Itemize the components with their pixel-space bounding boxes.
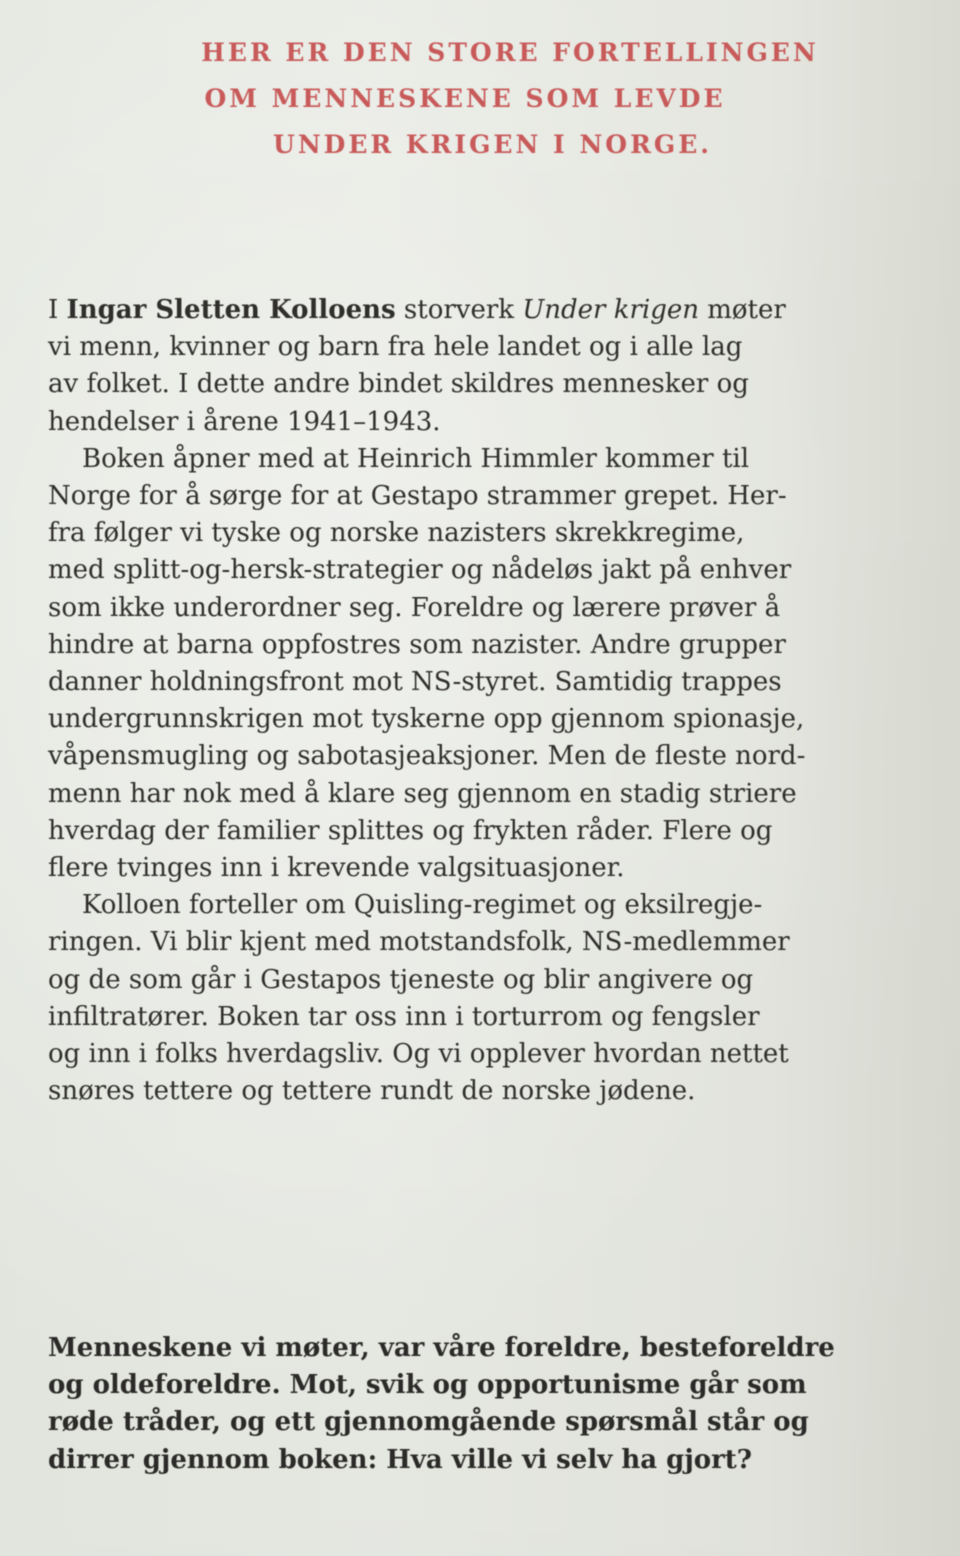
paragraph-line: infiltratører. Boken tar oss inn i torturrom og fengsler [48, 1001, 760, 1032]
paragraph-himmler [48, 441, 910, 887]
paragraph-line: Norge for å sørge for at Gestapo strammer grepet. Her- [48, 481, 787, 512]
paragraph-line: Boken åpner med at Heinrich Himmler kommer til [82, 443, 750, 474]
paragraph-intro [48, 292, 910, 441]
blurb-body [48, 292, 910, 1110]
intro-text: I [48, 295, 67, 325]
paragraph-intro-line: vi menn, kvinner og barn fra hele landet og i alle lag [48, 332, 743, 363]
paragraph-line: ringen. Vi blir kjent med motstandsfolk, NS-medlemmer [48, 927, 790, 958]
headline-line-1: HER ER DEN STORE FORTELLINGEN [201, 38, 819, 67]
paragraph-line: menn har nok med å klare seg gjennom en stadig striere [48, 778, 797, 809]
paragraph-intro-line: av folket. I dette andre bindet skildres mennesker og [48, 369, 749, 400]
paragraph-line: og inn i folks hverdagsliv. Og vi opplever hvordan nettet [48, 1039, 789, 1070]
paragraph-intro-line: hendelser i årene 1941–1943. [48, 406, 441, 437]
headline [0, 30, 960, 168]
book-title: Under krigen [522, 295, 699, 325]
paragraph-line: snøres tettere og tettere rundt de norske jødene. [48, 1076, 696, 1107]
headline-line-2: OM MENNESKENE SOM LEVDE [204, 84, 726, 113]
paragraph-intro-line-1 [48, 292, 910, 329]
intro-text-mid: storverk [395, 295, 523, 325]
closing-paragraph [48, 1330, 910, 1479]
closing-line: dirrer gjennom boken: Hva ville vi selv ha gjort? [48, 1444, 753, 1475]
intro-text-end: møter [698, 295, 786, 325]
paragraph-line: fra følger vi tyske og norske nazisters skrekkregime, [48, 518, 745, 549]
paragraph-quisling [48, 887, 910, 1110]
paragraph-line: flere tvinges inn i krevende valgsituasjoner. [48, 853, 625, 884]
paragraph-line: med splitt-og-hersk-strategier og nådeløs jakt på enhver [48, 555, 792, 586]
paragraph-line: hverdag der familier splittes og frykten råder. Flere og [48, 815, 773, 846]
headline-line-3: UNDER KRIGEN I NORGE. [273, 130, 712, 159]
author-name: Ingar Sletten Kolloens [66, 295, 396, 325]
paragraph-line: og de som går i Gestapos tjeneste og blir angivere og [48, 964, 754, 995]
paragraph-line: våpensmugling og sabotasjeaksjoner. Men de fleste nord- [48, 741, 806, 772]
paragraph-line: som ikke underordner seg. Foreldre og lærere prøver å [48, 592, 781, 623]
closing-line: røde tråder, og ett gjennomgående spørsmål står og [48, 1407, 809, 1438]
paragraph-line: Kolloen forteller om Quisling-regimet og eksilregje- [82, 890, 763, 921]
closing-line: og oldeforeldre. Mot, svik og opportunisme går som [48, 1370, 807, 1401]
closing-line: Menneskene vi møter, var våre foreldre, besteforeldre [48, 1333, 835, 1363]
paragraph-line: hindre at barna oppfostres som nazister. Andre grupper [48, 629, 786, 660]
paragraph-line: undergrunnskrigen mot tyskerne opp gjennom spionasje, [48, 704, 805, 735]
paragraph-line: danner holdningsfront mot NS-styret. Samtidig trappes [48, 667, 782, 698]
